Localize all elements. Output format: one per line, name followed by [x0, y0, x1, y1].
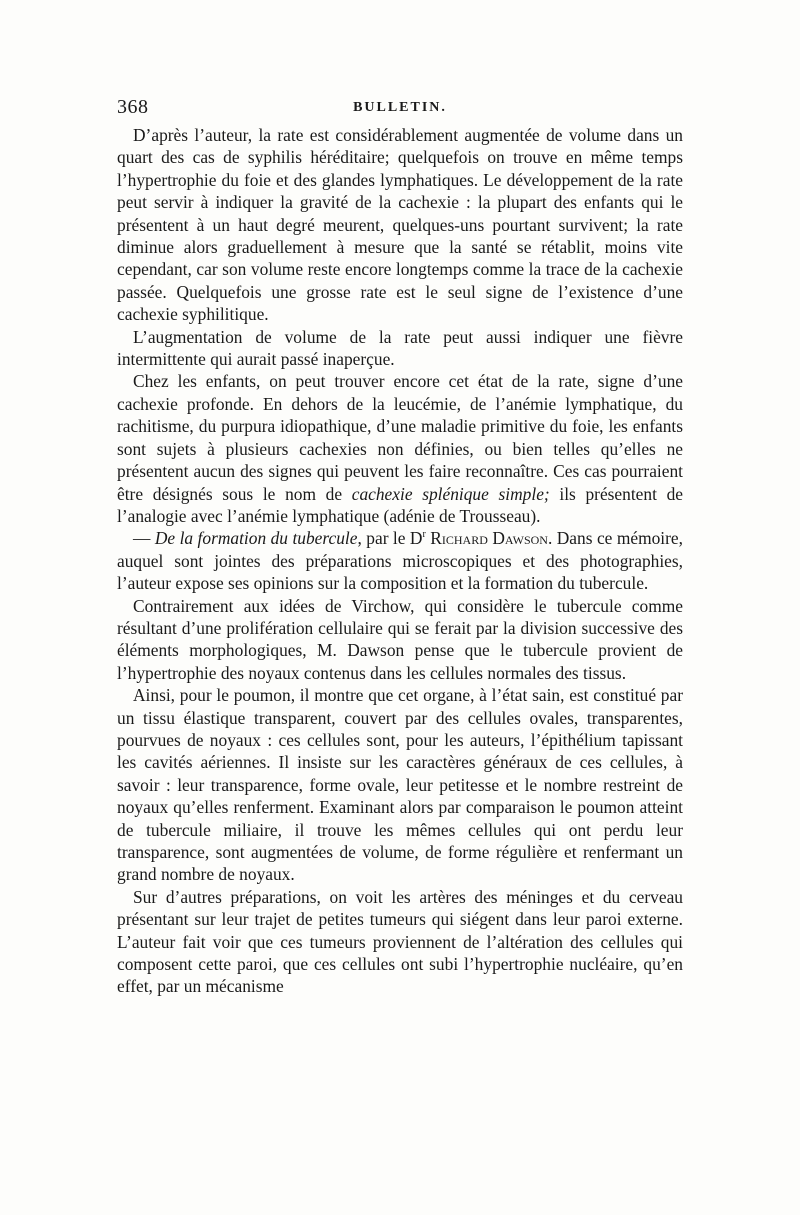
paragraph: L’augmentation de volume de la rate peut aussi indiquer une fièvre intermittente qui aurait passé inaperçue. — [117, 326, 683, 370]
page-header — [117, 96, 683, 122]
page-number: 368 — [117, 96, 149, 118]
paragraph: D’après l’auteur, la rate est considérablement augmentée de volume dans un quart des cas de syphilis héréditaire; quelquefois on trouve en même temps l’hypertrophie du foie et des glandes lymphatiques. Le développement de la rate peut servir à indiquer la gravité de la cachexie : la plupart des enfants qui le présentent à un haut degré meurent, quelques-uns pourtant survivent; la rate diminue alors graduellement à mesure que la santé se rétablit, moins vite cependant, car son volume reste encore longtemps comme la trace de la cachexie passée. Quelquefois une grosse rate est le seul signe de l’existence d’une cachexie syphilitique. — [117, 125, 683, 325]
paragraph: Ainsi, pour le poumon, il montre que cet organe, à l’état sain, est constitué par un tissu élastique transparent, couvert par des cellules ovales, transparentes, pourvues de noyaux : ces cellules sont, pour les auteurs, l’épithélium tapissant les cavités aériennes. Il insiste sur les caractères généraux de ces cellules, à savoir : leur transparence, forme ovale, leur petitesse et le nombre restreint de noyaux qu’elles renferment. Examinant alors par comparaison le poumon atteint de tubercule miliaire, il trouve les mêmes cellules qui ont perdu leur transparence, sont augmentées de volume, de forme régulière et renfermant un grand nombre de noyaux. — [117, 685, 683, 885]
paragraph-new-review — [117, 527, 683, 594]
superscript: r — [422, 529, 426, 541]
paragraph — [117, 370, 683, 527]
article-title: De la formation du tubercule — [154, 528, 358, 549]
paragraph: Contrairement aux idées de Virchow, qui considère le tubercule comme résultant d’une prolifération cellulaire qui se ferait par la division successive des éléments morphologiques, M. Dawson pense que le tubercule provient de l’hypertrophie des noyaux contenus dans les cellules normales des tissus. — [117, 595, 683, 683]
paragraph-text: , par le D — [357, 528, 423, 549]
paragraph: Sur d’autres préparations, on voit les artères des méninges et du cerveau présentant sur leur trajet de petites tumeurs qui siégent dans leur paroi externe. L’auteur fait voir que ces tumeurs proviennent de l’altération des cellules qui composent cette paroi, que ces cellules ont subi l’hypertrophie nucléaire, qu’en effet, par un mécanisme — [117, 886, 683, 997]
running-title: BULLETIN. — [353, 100, 447, 115]
italic-term: cachexie splénique simple; — [351, 483, 550, 504]
paragraph-text: ils présentent de l’analogie avec l’anémie lymphatique (adénie de Trousseau). — [117, 483, 683, 526]
author-name: Richard Dawson — [430, 528, 548, 549]
paragraph-text: . Dans ce mémoire, auquel sont jointes des préparations microscopiques et des photographies, l’auteur expose ses opinions sur la composition et la formation du tubercule. — [117, 528, 683, 594]
body-text — [117, 124, 683, 998]
paragraph-text: Chez les enfants, on peut trouver encore cet état de la rate, signe d’une cachexie profonde. En dehors de la leucémie, de l’anémie lymphatique, du rachitisme, du purpura idiopathique, d’une maladie primitive du foie, les enfants sont sujets à plusieurs cachexies non définies, ou bien telles qu’elles ne présentent aucun des signes qui peuvent les faire reconnaître. Ces cas pourraient être désignés sous le nom de — [117, 371, 683, 504]
em-dash: — — [133, 528, 155, 549]
